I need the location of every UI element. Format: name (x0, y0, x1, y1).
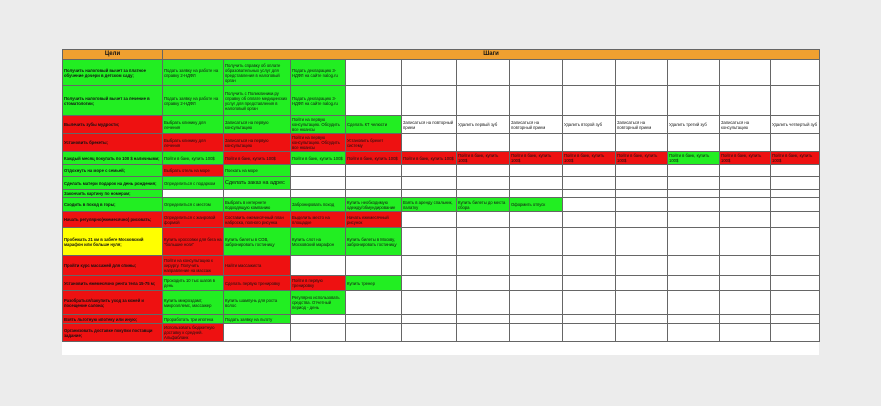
empty-cell[interactable] (616, 86, 668, 116)
step-cell[interactable]: Получить справку об оплате образовательных услуг для представления в налоговый орган (224, 60, 291, 86)
empty-cell[interactable] (771, 256, 820, 276)
empty-cell[interactable] (457, 60, 510, 86)
empty-cell[interactable] (291, 324, 346, 342)
step-cell[interactable]: Взять в аренду спальник, палатку (402, 198, 457, 212)
empty-cell[interactable] (668, 165, 720, 177)
step-cell[interactable]: Пойти в банк, купить 100$ (224, 152, 291, 165)
step-cell[interactable]: Записаться на консультацию (720, 116, 771, 134)
empty-cell[interactable] (346, 60, 402, 86)
goal-cell[interactable]: Начать регулярно(ежемесячно) рисовать; (63, 212, 163, 228)
empty-cell[interactable] (346, 315, 402, 324)
step-cell[interactable]: Выбрать отель на море (163, 165, 224, 177)
empty-cell[interactable] (402, 291, 457, 315)
empty-cell[interactable] (563, 276, 616, 291)
step-cell[interactable]: Подать декларацию 3-НДФЛ на сайте nalog.ru (291, 86, 346, 116)
empty-cell[interactable] (771, 134, 820, 152)
empty-cell[interactable] (291, 165, 346, 177)
step-cell[interactable]: Сделать первую тренировку (224, 276, 291, 291)
step-cell[interactable]: Купить билеты в СОВ, забронировать гостиницу (224, 228, 291, 256)
empty-cell[interactable] (616, 324, 668, 342)
empty-cell[interactable] (563, 86, 616, 116)
step-cell[interactable]: Использовать бюджетную доставку к средней. Альфабланк (163, 324, 224, 342)
step-cell[interactable]: Определиться с жанровой формой (163, 212, 224, 228)
empty-cell[interactable] (163, 190, 224, 198)
empty-cell[interactable] (771, 212, 820, 228)
goal-cell[interactable]: Организовать доставке покупки поставщи задание; (63, 324, 163, 342)
empty-cell[interactable] (668, 190, 720, 198)
empty-cell[interactable] (457, 212, 510, 228)
empty-cell[interactable] (510, 276, 563, 291)
empty-cell[interactable] (771, 315, 820, 324)
empty-cell[interactable] (224, 190, 291, 198)
empty-cell[interactable] (720, 291, 771, 315)
goal-cell[interactable]: Пройти курс массажей для спины; (63, 256, 163, 276)
table-row (63, 228, 820, 256)
empty-cell[interactable] (720, 228, 771, 256)
step-cell[interactable]: Пойти в банк, купить 100$ (771, 152, 820, 165)
table-row (63, 134, 820, 152)
step-cell[interactable]: Пойти в банк, купить 100$ (668, 152, 720, 165)
empty-cell[interactable] (668, 86, 720, 116)
empty-cell[interactable] (616, 256, 668, 276)
step-cell[interactable]: Выбрать клинику для лечения (163, 116, 224, 134)
empty-cell[interactable] (346, 324, 402, 342)
step-cell[interactable]: Удалить первый зуб (457, 116, 510, 134)
step-cell[interactable]: Выбрать клинику для лечения (163, 134, 224, 152)
table-row (63, 256, 820, 276)
goal-cell[interactable]: Установить ежемесячно рента тела 15-75 м; (63, 276, 163, 291)
step-cell[interactable]: Регулярно использовать средства. Отчетный период - день (291, 291, 346, 315)
table-row (63, 324, 820, 342)
empty-cell[interactable] (291, 190, 346, 198)
table-row (63, 276, 820, 291)
goal-cell[interactable]: Разобраться/закупить уход за кожей и посещение салона; (63, 291, 163, 315)
step-cell[interactable]: Найти массажиста (224, 256, 291, 276)
empty-cell[interactable] (510, 291, 563, 315)
empty-cell[interactable] (563, 291, 616, 315)
step-cell[interactable]: Записаться на повторный прием (402, 116, 457, 134)
step-cell[interactable]: Купить тренер (346, 276, 402, 291)
empty-cell[interactable] (616, 190, 668, 198)
empty-cell[interactable] (616, 60, 668, 86)
goals-table (62, 49, 820, 342)
step-cell[interactable]: Записаться на первую консультацию (224, 134, 291, 152)
empty-cell[interactable] (668, 134, 720, 152)
step-cell[interactable]: Купить микроэдамт, микроэллемс, массажер (163, 291, 224, 315)
empty-cell[interactable] (720, 256, 771, 276)
step-cell[interactable]: Подать заявку на работе на справку 2-НДФЛ (163, 60, 224, 86)
empty-cell[interactable] (668, 276, 720, 291)
step-cell[interactable]: Удалить третий зуб (668, 116, 720, 134)
goal-cell[interactable]: Каждый месяц покупать по 100 $ наличными; (63, 152, 163, 165)
table-row (63, 291, 820, 315)
empty-cell[interactable] (346, 256, 402, 276)
empty-cell[interactable] (224, 324, 291, 342)
empty-cell[interactable] (616, 276, 668, 291)
empty-cell[interactable] (771, 190, 820, 198)
step-cell[interactable]: Начать ежемесячный рисунок (346, 212, 402, 228)
empty-cell[interactable] (510, 212, 563, 228)
empty-cell[interactable] (616, 165, 668, 177)
empty-cell[interactable] (402, 228, 457, 256)
empty-cell[interactable] (457, 276, 510, 291)
table-row (63, 198, 820, 212)
spreadsheet (62, 49, 819, 355)
empty-cell[interactable] (771, 291, 820, 315)
empty-cell[interactable] (291, 177, 346, 190)
empty-cell[interactable] (402, 177, 457, 190)
step-cell[interactable]: Пойти в банк, купить 100$ (510, 152, 563, 165)
empty-cell[interactable] (616, 177, 668, 190)
step-cell[interactable]: Записаться на повторный прием (616, 116, 668, 134)
empty-cell[interactable] (563, 256, 616, 276)
empty-cell[interactable] (616, 212, 668, 228)
empty-cell[interactable] (346, 86, 402, 116)
step-cell[interactable]: Пойти в банк, купить 100$ (402, 152, 457, 165)
empty-cell[interactable] (402, 86, 457, 116)
goal-cell[interactable]: Установить брекеты; (63, 134, 163, 152)
empty-cell[interactable] (668, 256, 720, 276)
empty-cell[interactable] (402, 212, 457, 228)
empty-cell[interactable] (720, 134, 771, 152)
empty-cell[interactable] (510, 315, 563, 324)
step-cell[interactable]: Пойти на первую консультацию. Обсудить все нюансы (291, 134, 346, 152)
empty-cell[interactable] (720, 324, 771, 342)
empty-cell[interactable] (563, 228, 616, 256)
empty-cell[interactable] (771, 228, 820, 256)
empty-cell[interactable] (402, 165, 457, 177)
step-cell[interactable]: Сделать КТ челюсти (346, 116, 402, 134)
step-cell[interactable]: Удалить четвертый зуб (771, 116, 820, 134)
goal-cell[interactable]: Сделать матери подарок на день рождения; (63, 177, 163, 190)
step-cell[interactable]: Купить кроссовки для бега на "большие ноги" (163, 228, 224, 256)
step-cell[interactable]: Пойти в банк, купить 100$ (346, 152, 402, 165)
step-cell[interactable]: Пойти в банк, купить 100$ (457, 152, 510, 165)
empty-cell[interactable] (457, 324, 510, 342)
empty-cell[interactable] (346, 291, 402, 315)
empty-cell[interactable] (771, 177, 820, 190)
empty-cell[interactable] (457, 165, 510, 177)
empty-cell[interactable] (510, 177, 563, 190)
goal-cell[interactable]: Вылечить зубы мудрости; (63, 116, 163, 134)
empty-cell[interactable] (563, 177, 616, 190)
empty-cell[interactable] (510, 256, 563, 276)
step-cell[interactable]: Пойти в банк, купить 100$ (291, 152, 346, 165)
empty-cell[interactable] (457, 134, 510, 152)
empty-cell[interactable] (720, 198, 771, 212)
empty-cell[interactable] (720, 190, 771, 198)
step-cell[interactable]: Получить с Поликлиники.ру справку об оплате медицинских услуг для представления в налоговый орган (224, 86, 291, 116)
empty-cell[interactable] (510, 190, 563, 198)
empty-cell[interactable] (402, 324, 457, 342)
goal-cell[interactable]: Получить налоговый вычет за лечение в стоматологии; (63, 86, 163, 116)
empty-cell[interactable] (720, 276, 771, 291)
empty-cell[interactable] (668, 228, 720, 256)
table-row (63, 177, 820, 190)
empty-cell[interactable] (668, 324, 720, 342)
table-row (63, 165, 820, 177)
empty-cell[interactable] (563, 315, 616, 324)
step-cell[interactable]: Проходить 10 тыс шагов в день (163, 276, 224, 291)
step-cell[interactable]: Подать декларацию 3-НДФЛ на сайте nalog.ru (291, 60, 346, 86)
empty-cell[interactable] (771, 276, 820, 291)
empty-cell[interactable] (668, 315, 720, 324)
empty-cell[interactable] (510, 324, 563, 342)
empty-cell[interactable] (563, 324, 616, 342)
empty-cell[interactable] (563, 190, 616, 198)
step-cell[interactable]: Поехать на море (224, 165, 291, 177)
step-cell[interactable]: Выделить место на площадке (291, 212, 346, 228)
step-cell[interactable]: Сделать заказ на адрес (224, 177, 291, 190)
goal-cell[interactable]: Отдохнуть на море с семьей; (63, 165, 163, 177)
empty-cell[interactable] (563, 134, 616, 152)
step-cell[interactable]: Купить слот на Московский марафон (291, 228, 346, 256)
goal-cell[interactable]: Взять льготную ипотеку или иную; (63, 315, 163, 324)
empty-cell[interactable] (457, 86, 510, 116)
empty-cell[interactable] (402, 190, 457, 198)
empty-cell[interactable] (616, 315, 668, 324)
step-cell[interactable]: Пойти в банк, купить 100$ (616, 152, 668, 165)
empty-cell[interactable] (457, 315, 510, 324)
step-cell[interactable]: Составить ежемесячный план наброска, полного рисунка (224, 212, 291, 228)
goal-cell[interactable]: Пробежать 21 км в забеге Московский марафон или больше нуля; (63, 228, 163, 256)
empty-cell[interactable] (402, 256, 457, 276)
empty-cell[interactable] (291, 315, 346, 324)
step-cell[interactable]: Установить брекет систему (346, 134, 402, 152)
step-cell[interactable]: Определиться с местом (163, 198, 224, 212)
goal-cell[interactable]: Сходить в поход в горы; (63, 198, 163, 212)
empty-cell[interactable] (616, 228, 668, 256)
empty-cell[interactable] (402, 60, 457, 86)
empty-cell[interactable] (457, 256, 510, 276)
empty-cell[interactable] (616, 291, 668, 315)
empty-cell[interactable] (720, 177, 771, 190)
empty-cell[interactable] (668, 212, 720, 228)
empty-cell[interactable] (457, 190, 510, 198)
empty-cell[interactable] (616, 134, 668, 152)
step-cell[interactable]: Купить необходимую одежду/обмундирование (346, 198, 402, 212)
step-cell[interactable]: Купить билеты в Москву, забронировать гостиницу (346, 228, 402, 256)
table-row (63, 116, 820, 134)
empty-cell[interactable] (563, 165, 616, 177)
step-cell[interactable]: Купить билеты до места сбора (457, 198, 510, 212)
table-row (63, 315, 820, 324)
empty-cell[interactable] (720, 60, 771, 86)
empty-cell[interactable] (563, 198, 616, 212)
step-cell[interactable]: Пойти в банк, купить 100$ (163, 152, 224, 165)
empty-cell[interactable] (771, 60, 820, 86)
empty-cell[interactable] (346, 177, 402, 190)
empty-cell[interactable] (346, 190, 402, 198)
empty-cell[interactable] (510, 228, 563, 256)
step-cell[interactable]: Пойти на первую консультацию. Обсудить все нюансы (291, 116, 346, 134)
empty-cell[interactable] (771, 86, 820, 116)
empty-cell[interactable] (771, 324, 820, 342)
empty-cell[interactable] (668, 60, 720, 86)
empty-cell[interactable] (771, 198, 820, 212)
step-cell[interactable]: Подать заявку на льготу (224, 315, 291, 324)
goal-cell[interactable]: Получить налоговый вычет за платное обучение дочери в детском саду; (63, 60, 163, 86)
empty-cell[interactable] (563, 212, 616, 228)
step-cell[interactable]: Определиться с подарком (163, 177, 224, 190)
empty-cell[interactable] (720, 86, 771, 116)
empty-cell[interactable] (402, 134, 457, 152)
step-cell[interactable]: Пойти в банк, купить 100$ (720, 152, 771, 165)
step-cell[interactable]: Пойти в банк, купить 100$ (563, 152, 616, 165)
empty-cell[interactable] (720, 165, 771, 177)
empty-cell[interactable] (668, 291, 720, 315)
empty-cell[interactable] (720, 212, 771, 228)
empty-cell[interactable] (510, 134, 563, 152)
empty-cell[interactable] (720, 315, 771, 324)
step-cell[interactable]: Оформить отпуск (510, 198, 563, 212)
step-cell[interactable]: Выбрать в интернете подходящую компанию (224, 198, 291, 212)
empty-cell[interactable] (616, 198, 668, 212)
empty-cell[interactable] (668, 198, 720, 212)
empty-cell[interactable] (291, 256, 346, 276)
step-cell[interactable]: Подать заявку на работе на справку 2-НДФЛ (163, 86, 224, 116)
table-row (63, 212, 820, 228)
empty-cell[interactable] (346, 165, 402, 177)
goals-header[interactable]: Цели (63, 50, 163, 60)
step-cell[interactable]: Записаться на повторный прием (510, 116, 563, 134)
empty-cell[interactable] (510, 86, 563, 116)
table-row (63, 60, 820, 86)
step-cell[interactable]: Записаться на первую консультацию (224, 116, 291, 134)
empty-cell[interactable] (457, 228, 510, 256)
empty-cell[interactable] (668, 177, 720, 190)
table-row (63, 190, 820, 198)
step-cell[interactable]: Купить шампунь для роста волос (224, 291, 291, 315)
empty-cell[interactable] (510, 60, 563, 86)
step-cell[interactable]: Пойти на консультацию к хирургу. Получить направление на массаж (163, 256, 224, 276)
empty-cell[interactable] (771, 165, 820, 177)
empty-cell[interactable] (563, 60, 616, 86)
step-cell[interactable]: Пойти в первую тренировку (291, 276, 346, 291)
table-row (63, 152, 820, 165)
goal-cell[interactable]: Закончить картину по номерам; (63, 190, 163, 198)
table-row (63, 86, 820, 116)
empty-cell[interactable] (402, 276, 457, 291)
empty-cell[interactable] (457, 177, 510, 190)
step-cell[interactable]: Проработать три ипотека (163, 315, 224, 324)
empty-cell[interactable] (510, 165, 563, 177)
header-row (63, 50, 820, 60)
empty-cell[interactable] (402, 315, 457, 324)
step-cell[interactable]: Забронировать поход (291, 198, 346, 212)
step-cell[interactable]: Удалить второй зуб (563, 116, 616, 134)
empty-cell[interactable] (457, 291, 510, 315)
steps-header[interactable]: Шаги (163, 50, 820, 60)
